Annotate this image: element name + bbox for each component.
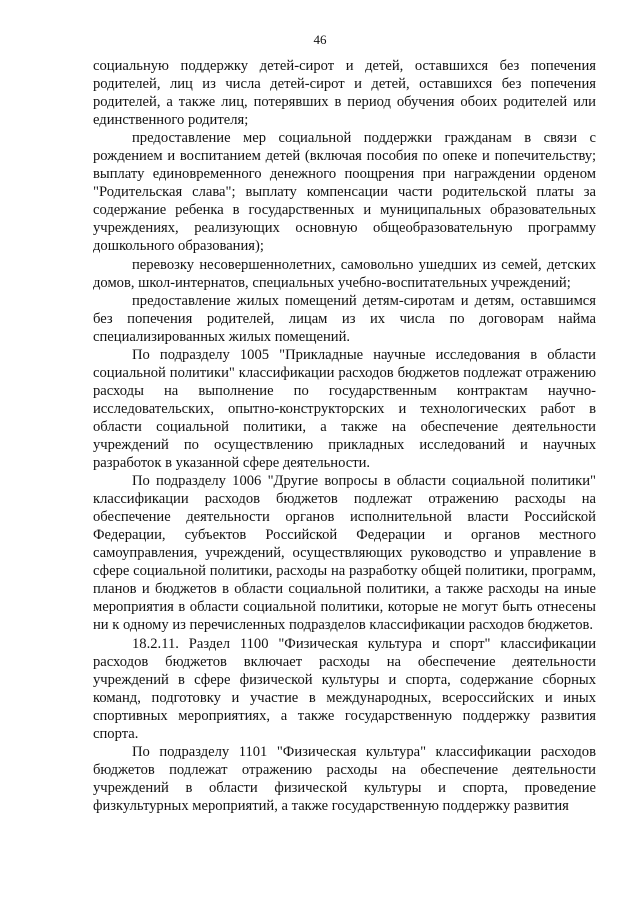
paragraph-section-1100: 18.2.11. Раздел 1100 "Физическая культура и спорт" классификации расходов бюджетов включает расходы на обеспечение деятельности учреждений в сфере физической культуры и спорта, содержание сборных команд, подготовку и участие в международных, всероссийских и иных спортивных мероприятиях, а также государственную поддержку развития спорта. — [93, 635, 596, 742]
paragraph-subsection-1005: По подразделу 1005 "Прикладные научные исследования в области социальной политики" классификации расходов бюджетов подлежат отражению расходы на выполнение по государственным контрактам научно-исследовательских, опытно-конструкторских и технологических работ в области социальной политики, а также на обеспечение деятельности учреждений по осуществлению прикладных исследований и научных разработок в указанной сфере деятельности. — [93, 346, 596, 472]
paragraph-minor-transport: перевозку несовершеннолетних, самовольно ушедших из семей, детских домов, школ-интернатов, специальных учебно-воспитательных учреждений; — [93, 256, 596, 291]
paragraph-family-support: предоставление мер социальной поддержки гражданам в связи с рождением и воспитанием детей (включая пособия по опеке и попечительству; выплату единовременного денежного поощрения при награждении орденом "Родительская слава"; выплату компенсации части родительской платы за содержание ребенка в государственных и муниципальных образовательных учреждениях, реализующих основную общеобразовательную программу дошкольного образования); — [93, 130, 596, 255]
paragraph-subsection-1101: По подразделу 1101 "Физическая культура" классификации расходов бюджетов подлежат отражению расходы на обеспечение деятельности учреждений в области физической культуры и спорта, проведение физкультурных мероприятий, а также государственную поддержку развития — [93, 743, 596, 814]
document-body — [93, 57, 596, 815]
paragraph-subsection-1006: По подразделу 1006 "Другие вопросы в области социальной политики" классификации расходов бюджетов подлежат отражению расходы на обеспечение деятельности органов исполнительной власти Российской Федерации, субъектов Российской Федерации и органов местного самоуправления, учреждений, осуществляющих руководство и управление в сфере социальной политики, расходы на разработку общей политики, программ, планов и бюджетов в области социальной политики, а также расходы на иные мероприятия в области социальной политики, которые не могут быть отнесены ни к одному из перечисленных подразделов классификации расходов бюджетов. — [93, 473, 596, 634]
paragraph-housing: предоставление жилых помещений детям-сиротам и детям, оставшимся без попечения родителей, лицам из их числа по договорам найма специализированных жилых помещений. — [93, 292, 596, 345]
paragraph-orphan-support: социальную поддержку детей-сирот и детей, оставшихся без попечения родителей, лиц из числа детей-сирот и детей, оставшихся без попечения родителей, а также лиц, потерявших в период обучения обоих родителей или единственного родителя; — [93, 58, 596, 129]
page-number: 46 — [313, 32, 327, 47]
